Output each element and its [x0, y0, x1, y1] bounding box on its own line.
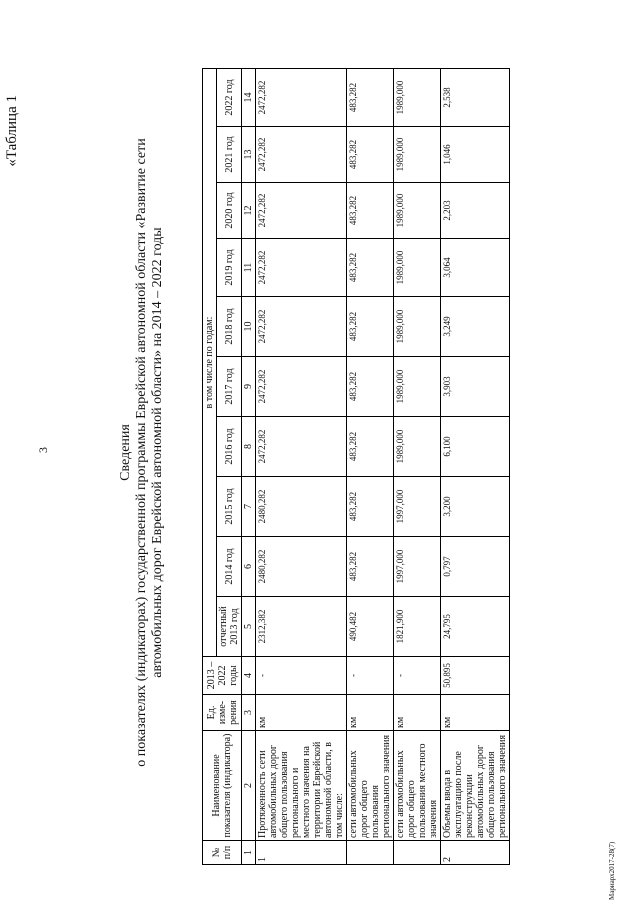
col-number: 13 [242, 127, 256, 183]
row-value: 483,282 [347, 357, 394, 417]
col-number: 5 [242, 597, 256, 657]
row-value: 1,046 [441, 127, 510, 183]
row-value: 3,249 [441, 297, 510, 357]
row-value: 1989,000 [394, 68, 441, 126]
row-value: 2,538 [441, 68, 510, 126]
row-num [394, 841, 441, 865]
col-number: 1 [242, 841, 256, 865]
row-value: 1989,000 [394, 297, 441, 357]
table-row [394, 68, 441, 864]
col-number: 7 [242, 477, 256, 537]
row-value: 483,282 [347, 239, 394, 297]
row-value: 483,282 [347, 537, 394, 597]
header-year: отчетный 2013 год [217, 597, 242, 657]
table-label: «Таблица 1 [4, 95, 20, 167]
row-value: 2472,282 [256, 357, 347, 417]
row-name: сети автомобильных дорог общего пользования местного значения [394, 731, 441, 841]
header-year: 2019 год [217, 239, 242, 297]
table-row [441, 68, 510, 864]
row-period: - [394, 657, 441, 695]
footer-code: Мариарх2017-28(7) [608, 841, 616, 900]
row-period: - [256, 657, 347, 695]
row-value: 0,797 [441, 537, 510, 597]
indicators-table [202, 68, 510, 865]
col-number: 8 [242, 417, 256, 477]
header-period: 2013 – 2022 годы [203, 657, 242, 695]
title-line-3: автомобильных дорог Еврейской автономной области» на 2014 – 2022 годы [150, 227, 165, 678]
row-value: 2472,282 [256, 68, 347, 126]
row-value: 2472,282 [256, 417, 347, 477]
row-name: Объемы ввода в эксплуатацию после реконструкции автомобильных дорог общего пользования регионального значения [441, 731, 510, 841]
col-number: 2 [242, 731, 256, 841]
row-value: 1997,000 [394, 537, 441, 597]
row-value: 483,282 [347, 297, 394, 357]
row-value: 2472,282 [256, 239, 347, 297]
row-value: 1989,000 [394, 239, 441, 297]
row-unit: км [256, 695, 347, 731]
row-value: 483,282 [347, 127, 394, 183]
row-period: 50,895 [441, 657, 510, 695]
header-row-1 [203, 68, 217, 864]
row-num [347, 841, 394, 865]
row-value: 1989,000 [394, 417, 441, 477]
row-value: 2480,282 [256, 537, 347, 597]
row-value: 2480,282 [256, 477, 347, 537]
row-name: Протяженность сети автомобильных дорог общего пользования регионального и местного значения на территории Еврейской автономной области, в том числе: [256, 731, 347, 841]
row-value: 1989,000 [394, 357, 441, 417]
header-unit: Ед. изме-рения [203, 695, 242, 731]
row-value: 483,282 [347, 68, 394, 126]
row-value: 3,200 [441, 477, 510, 537]
row-value: 24,795 [441, 597, 510, 657]
col-number: 9 [242, 357, 256, 417]
header-year: 2016 год [217, 417, 242, 477]
row-value: 483,282 [347, 183, 394, 239]
row-unit: км [394, 695, 441, 731]
column-number-row [242, 68, 256, 864]
row-value: 490,482 [347, 597, 394, 657]
header-year: 2021 год [217, 127, 242, 183]
header-year: 2017 год [217, 357, 242, 417]
row-value: 483,282 [347, 417, 394, 477]
row-value: 1989,000 [394, 127, 441, 183]
row-value: 6,100 [441, 417, 510, 477]
document-title [118, 0, 166, 905]
row-value: 2312,382 [256, 597, 347, 657]
row-period: - [347, 657, 394, 695]
title-line-1: Сведения [118, 424, 133, 481]
row-name: сети автомобильных дорог общего пользования регионального значения [347, 731, 394, 841]
row-value: 2,203 [441, 183, 510, 239]
header-year: 2015 год [217, 477, 242, 537]
row-num: 2 [441, 841, 510, 865]
col-number: 10 [242, 297, 256, 357]
row-num: 1 [256, 841, 347, 865]
col-number: 14 [242, 68, 256, 126]
row-value: 2472,282 [256, 297, 347, 357]
header-year: 2014 год [217, 537, 242, 597]
table-row [347, 68, 394, 864]
row-value: 3,064 [441, 239, 510, 297]
row-value: 483,282 [347, 477, 394, 537]
header-year: 2018 год [217, 297, 242, 357]
row-value: 1989,000 [394, 183, 441, 239]
col-number: 11 [242, 239, 256, 297]
row-unit: км [441, 695, 510, 731]
title-line-2: о показателях (индикаторах) государственной программы Еврейской автономной области «Развитие сети [134, 138, 149, 767]
col-number: 6 [242, 537, 256, 597]
row-value: 1997,000 [394, 477, 441, 537]
header-year: 2020 год [217, 183, 242, 239]
col-number: 3 [242, 695, 256, 731]
header-name: Наименование показателя (индикатора) [203, 731, 242, 841]
header-num: № п/п [203, 841, 242, 865]
col-number: 4 [242, 657, 256, 695]
row-value: 2472,282 [256, 127, 347, 183]
row-value: 2472,282 [256, 183, 347, 239]
page-number: 3 [36, 447, 50, 453]
header-year: 2022 год [217, 68, 242, 126]
row-unit: км [347, 695, 394, 731]
row-value: 1821,900 [394, 597, 441, 657]
col-number: 12 [242, 183, 256, 239]
header-group: в том числе по годам: [203, 68, 217, 656]
table-row [256, 68, 347, 864]
row-value: 3,903 [441, 357, 510, 417]
